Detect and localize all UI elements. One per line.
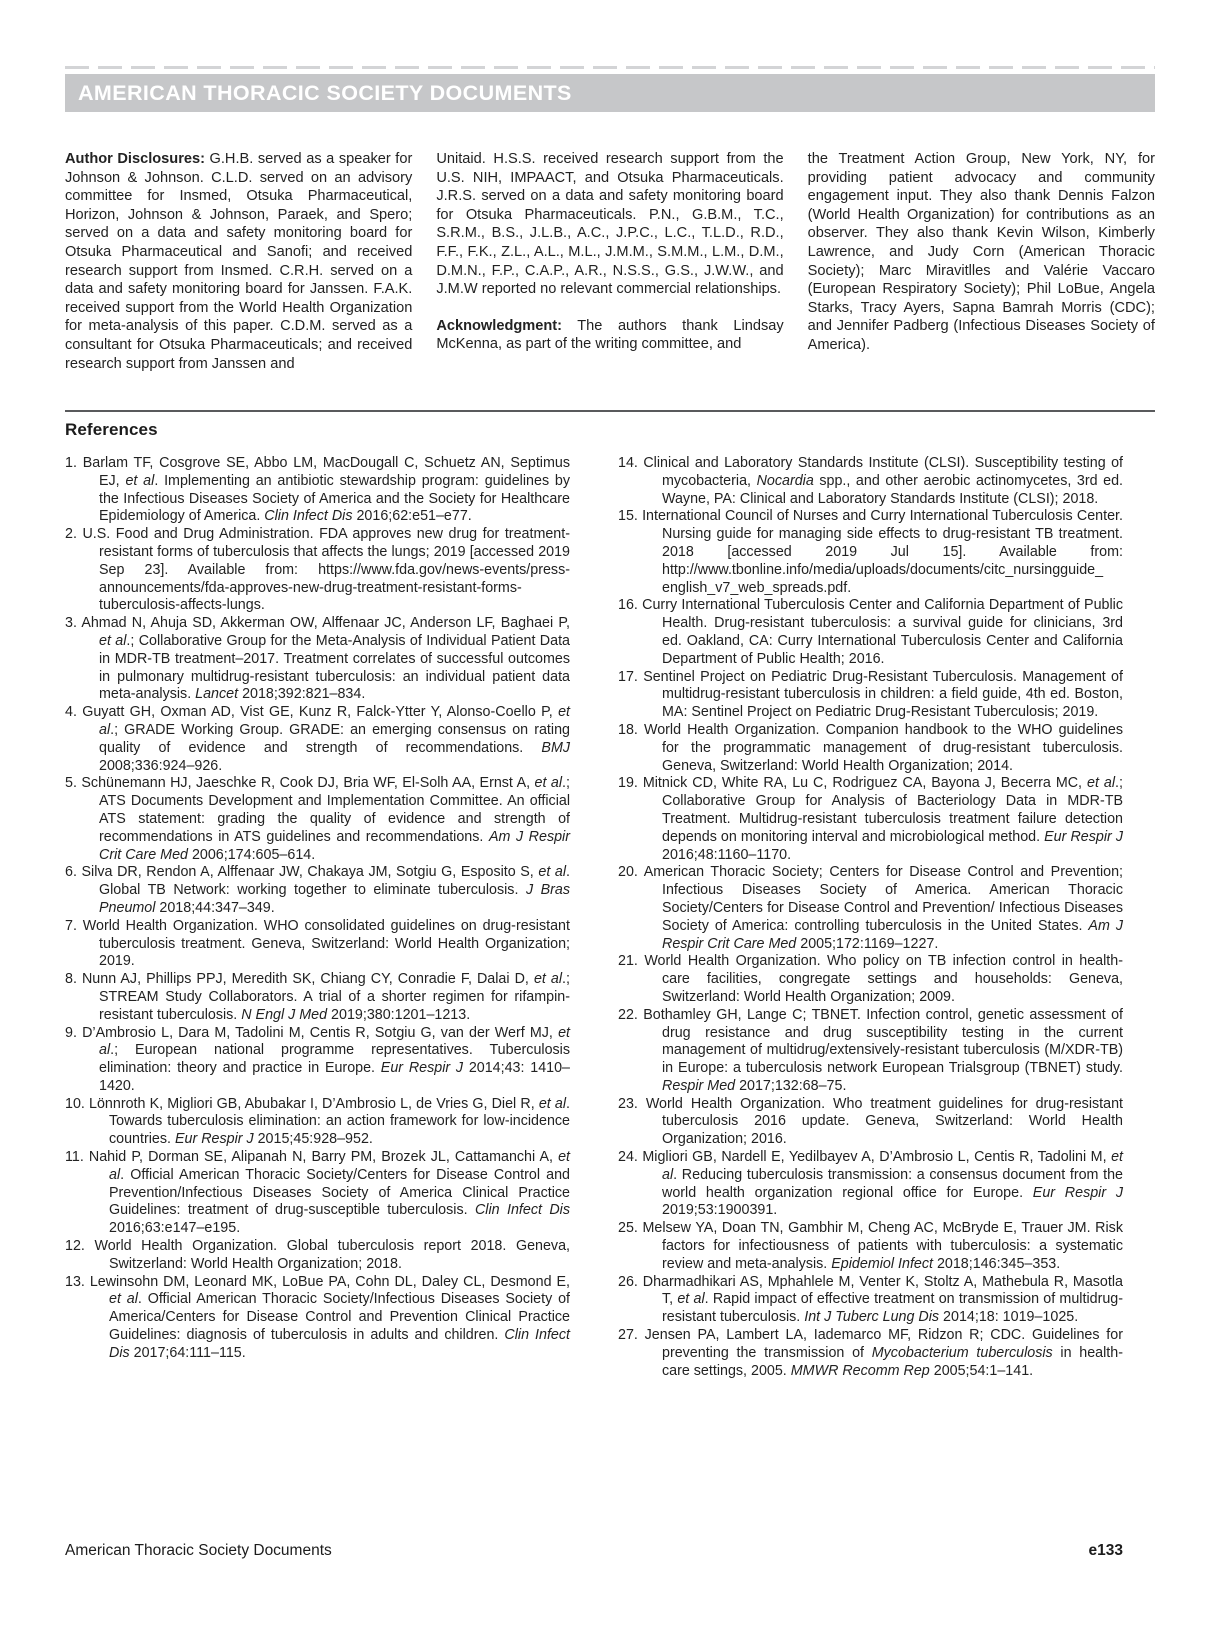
references-heading: References <box>65 420 158 439</box>
reference-number: 1. <box>65 455 83 471</box>
reference-item: 1. Barlam TF, Cosgrove SE, Abbo LM, MacDougall C, Schuetz AN, Septimus EJ, et al. Implementing an antibiotic stewardship program: guidelines by the Infectious Diseases Society of America and the Society for Healthcare Epidemiology of America. Clin Infect Dis 2016;62:e51–e77. <box>65 455 570 525</box>
disclosures-column-3 <box>808 150 1155 373</box>
reference-item: 15. International Council of Nurses and Curry International Tuberculosis Center. Nursing guide for managing side effects to drug-resistant TB treatment. 2018 [accessed 2019 Jul 15]. Available from: http://www.tbonline.info/media/uploads/documents/citc_nursingguide_ english_v7_web_spreads.pdf. <box>618 508 1123 596</box>
reference-item: 24. Migliori GB, Nardell E, Yedilbayev A, D’Ambrosio L, Centis R, Tadolini M, et al. Reducing tuberculosis transmission: a consensus document from the world health organization regional office for Europe. Eur Respir J 2019;53:1900391. <box>618 1149 1124 1219</box>
reference-number: 3. <box>65 615 82 632</box>
reference-item: 18. World Health Organization. Companion handbook to the WHO guidelines for the programmatic management of drug-resistant tuberculosis. Geneva, Switzerland: World Health Organization; 2014. <box>618 721 1123 774</box>
reference-number: 13. <box>65 1273 90 1290</box>
reference-number: 27. <box>618 1327 645 1344</box>
reference-number: 14. <box>618 455 644 471</box>
reference-item: 6. Silva DR, Rendon A, Alffenaar JW, Chakaya JM, Sotgiu G, Esposito S, et al. Global TB Network: working together to eliminate tuberculosis. J Bras Pneumol 2018;44:347–349. <box>65 864 570 916</box>
reference-item: 25. Melsew YA, Doan TN, Gambhir M, Cheng AC, McBryde E, Trauer JM. Risk factors for infectiousness of patients with tuberculosis: a systematic review and meta-analysis. Epidemiol Infect 2018;146:345–353. <box>618 1220 1123 1272</box>
reference-number: 18. <box>618 721 644 738</box>
reference-number: 23. <box>618 1095 646 1112</box>
disclosures-continued-paragraph: Unitaid. H.S.S. received research support from the U.S. NIH, IMPAACT, and Otsuka Pharmaceuticals. J.R.S. served on a data and safety monitoring board for Otsuka Pharmaceuticals. P.N., G.B.M., T.C., S.R.M., B.S., J.L.B., A.C., J.P.C., L.C., T.L.D., R.D., F.F., F.K., Z.L., A.L., M.L., J.M.M., S.M.M., L.M., D.M., D.M.N., F.P., C.A.P., A.R., N.S.S., G.S., J.W.W., and J.M.W reported no relevant commercial relationships. <box>436 151 784 298</box>
reference-item: 21. World Health Organization. Who policy on TB infection control in health-care facilities, congregate settings and households: Geneva, Switzerland: World Health Organization; 2009. <box>618 953 1123 1005</box>
reference-item: 16. Curry International Tuberculosis Center and California Department of Public Health. Drug-resistant tuberculosis: a survival guide for clinicians, 3rd ed. Oakland, CA: Curry International Tuberculosis Center and California Department of Public Health; 2016. <box>618 597 1123 667</box>
reference-item: 8. Nunn AJ, Phillips PPJ, Meredith SK, Chiang CY, Conradie F, Dalai D, et al.; STREAM Study Collaborators. A trial of a shorter regimen for rifampin-resistant tuberculosis. N Engl J Med 2019;380:1201–1213. <box>65 971 570 1023</box>
reference-item: 2. U.S. Food and Drug Administration. FDA approves new drug for treatment-resistant forms of tuberculosis that affects the lungs; 2019 [accessed 2019 Sep 23]. Available from: https://www.fda.gov/news-events/press-announcements/fda-approves-new-drug-treatment-resistant-forms-tuberculosis-affects-lungs. <box>65 526 570 614</box>
page-footer <box>65 1542 1123 1560</box>
reference-item: 5. Schünemann HJ, Jaeschke R, Cook DJ, Bria WF, El-Solh AA, Ernst A, et al.; ATS Documents Development and Implementation Committee. An official ATS statement: grading the quality of evidence and strength of recommendations in ATS guidelines and recommendations. Am J Respir Crit Care Med 2006;174:605–614. <box>65 775 570 863</box>
reference-item: 22. Bothamley GH, Lange C; TBNET. Infection control, genetic assessment of drug resistance and drug susceptibility testing in the current management of multidrug/extensively-resistant tuberculosis (M/XDR-TB) in Europe: a tuberculosis network European Trialsgroup (TBNET) study. Respir Med 2017;132:68–75. <box>618 1006 1123 1094</box>
references-column-right <box>618 455 1123 1380</box>
reference-item: 17. Sentinel Project on Pediatric Drug-Resistant Tuberculosis. Management of multidrug-resistant tuberculosis in children: a field guide, 4th ed. Boston, MA: Sentinel Project on Pediatric Drug-Resistant Tuberculosis; 2019. <box>618 668 1123 721</box>
reference-item: 12. World Health Organization. Global tuberculosis report 2018. Geneva, Switzerland: World Health Organization; 2018. <box>65 1238 570 1272</box>
reference-number: 25. <box>618 1220 643 1237</box>
reference-number: 15. <box>618 508 643 525</box>
references-section <box>65 414 1123 1380</box>
reference-number: 9. <box>65 1024 83 1041</box>
reference-number: 8. <box>65 971 82 988</box>
reference-number: 16. <box>618 597 643 614</box>
reference-item: 27. Jensen PA, Lambert LA, Iademarco MF, Ridzon R; CDC. Guidelines for preventing the transmission of Mycobacterium tuberculosis in health-care settings, 2005. MMWR Recomm Rep 2005;54:1–141. <box>618 1327 1123 1379</box>
disclosures-section <box>65 150 1155 373</box>
reference-item: 3. Ahmad N, Ahuja SD, Akkerman OW, Alffenaar JC, Anderson LF, Baghaei P, et al.; Collaborative Group for the Meta-Analysis of Individual Patient Data in MDR-TB treatment–2017. Treatment correlates of successful outcomes in pulmonary multidrug-resistant tuberculosis: an individual patient data meta-analysis. Lancet 2018;392:821–834. <box>65 615 570 703</box>
reference-item: 11. Nahid P, Dorman SE, Alipanah N, Barry PM, Brozek JL, Cattamanchi A, et al. Official American Thoracic Society/Centers for Disease Control and Prevention/Infectious Diseases Society of America Clinical Practice Guidelines: treatment of drug-susceptible tuberculosis. Clin Infect Dis 2016;63:e147–e195. <box>65 1149 570 1237</box>
reference-item: 20. American Thoracic Society; Centers for Disease Control and Prevention; Infectious Diseases Society of America. American Thoracic Society/Centers for Disease Control and Prevention/ Infectious Diseases Society of America: controlling tuberculosis in the United States. Am J Respir Crit Care Med 2005;172:1169–1227. <box>618 864 1123 952</box>
banner-title: AMERICAN THORACIC SOCIETY DOCUMENTS <box>78 81 572 105</box>
crop-marks <box>65 66 1155 69</box>
reference-number: 5. <box>65 775 82 792</box>
reference-item: 13. Lewinsohn DM, Leonard MK, LoBue PA, Cohn DL, Daley CL, Desmond E, et al. Official American Thoracic Society/Infectious Diseases Society of America/Centers for Disease Control and Prevention Clinical Practice Guidelines: diagnosis of tuberculosis in adults and children. Clin Infect Dis 2017;64:111–115. <box>65 1273 570 1361</box>
reference-number: 10. <box>65 1095 90 1112</box>
reference-number: 19. <box>618 775 643 792</box>
references-columns <box>65 455 1123 1380</box>
reference-number: 4. <box>65 704 83 721</box>
references-column-left <box>65 455 570 1380</box>
reference-item: 9. D’Ambrosio L, Dara M, Tadolini M, Centis R, Sotgiu G, van der Werf MJ, et al.; European national programme representatives. Tuberculosis elimination: theory and practice in Europe. Eur Respir J 2014;43: 1410–1420. <box>65 1024 571 1094</box>
reference-item: 19. Mitnick CD, White RA, Lu C, Rodriguez CA, Bayona J, Becerra MC, et al.; Collaborative Group for Analysis of Bacteriology Data in MDR-TB Treatment. Multidrug-resistant tuberculosis treatment failure detection depends on monitoring interval and microbiological method. Eur Respir J 2016;48:1160–1170. <box>618 775 1123 863</box>
disclosures-column-2 <box>436 150 783 373</box>
footer-journal-title: American Thoracic Society Documents <box>65 1542 332 1559</box>
reference-number: 26. <box>618 1273 643 1290</box>
reference-number: 12. <box>65 1238 95 1255</box>
reference-item: 26. Dharmadhikari AS, Mphahlele M, Venter K, Stoltz A, Mathebula R, Masotla T, et al. Rapid impact of effective treatment on transmission of multidrug-resistant tuberculosis. Int J Tuberc Lung Dis 2014;18: 1019–1025. <box>618 1273 1123 1326</box>
disclosures-column-1 <box>65 150 412 373</box>
reference-number: 7. <box>65 917 83 934</box>
acknowledgment-continued-paragraph: the Treatment Action Group, New York, NY, for providing patient advocacy and community engagement input. They also thank Dennis Falzon (World Health Organization) for contributions as an observer. They also thank Kevin Wilson, Kimberly Lawrence, and Judy Corn (American Thoracic Society); Marc Miravitlles and Valérie Vaccaro (European Respiratory Society); Phil LoBue, Angela Starks, Tracy Ayers, Sapna Bamrah Morris (CDC); and Jennifer Padberg (Infectious Diseases Society of America). <box>807 151 1155 353</box>
reference-number: 11. <box>65 1149 89 1166</box>
section-divider-rule <box>65 410 1155 412</box>
reference-item: 14. Clinical and Laboratory Standards Institute (CLSI). Susceptibility testing of mycobacteria, Nocardia spp., and other aerobic actinomycetes, 3rd ed. Wayne, PA: Clinical and Laboratory Standards Institute (CLSI); 2018. <box>618 455 1123 507</box>
footer-page-number: e133 <box>1088 1542 1123 1559</box>
reference-number: 22. <box>618 1006 644 1023</box>
reference-item: 10. Lönnroth K, Migliori GB, Abubakar I, D’Ambrosio L, de Vries G, Diel R, et al. Towards tuberculosis elimination: an action framework for low-incidence countries. Eur Respir J 2015;45:928–952. <box>65 1095 570 1148</box>
reference-number: 2. <box>65 526 83 543</box>
reference-item: 23. World Health Organization. Who treatment guidelines for drug-resistant tuberculosis 2016 update. Geneva, Switzerland: World Health Organization; 2016. <box>618 1095 1123 1148</box>
reference-item: 4. Guyatt GH, Oxman AD, Vist GE, Kunz R, Falck-Ytter Y, Alonso-Coello P, et al.; GRADE Working Group. GRADE: an emerging consensus on rating quality of evidence and strength of recommendations. BMJ 2008;336:924–926. <box>65 704 570 774</box>
section-banner <box>65 74 1155 112</box>
reference-number: 6. <box>65 864 82 881</box>
reference-number: 24. <box>618 1149 643 1166</box>
reference-item: 7. World Health Organization. WHO consolidated guidelines on drug-resistant tuberculosis treatment. Geneva, Switzerland: World Health Organization; 2019. <box>65 917 570 970</box>
reference-number: 17. <box>618 668 644 685</box>
acknowledgment-paragraph: Acknowledgment: The authors thank Lindsay McKenna, as part of the writing committee, and <box>436 317 784 353</box>
reference-number: 21. <box>618 953 645 970</box>
reference-number: 20. <box>618 864 644 881</box>
author-disclosures-paragraph: Author Disclosures: G.H.B. served as a speaker for Johnson & Johnson. C.L.D. served on an advisory committee for Insmed, Otsuka Pharmaceutical, Horizon, Johnson & Johnson, Paraek, and Spero; served on a data and safety monitoring board for Otsuka Pharmaceutical and Sanofi; and received research support from Insmed. C.R.H. served on a data and safety monitoring board for Janssen. F.A.K. received support from the World Health Organization for meta-analysis of this paper. C.D.M. served as a consultant for Otsuka Pharmaceuticals; and received research support from Janssen and <box>65 151 413 372</box>
